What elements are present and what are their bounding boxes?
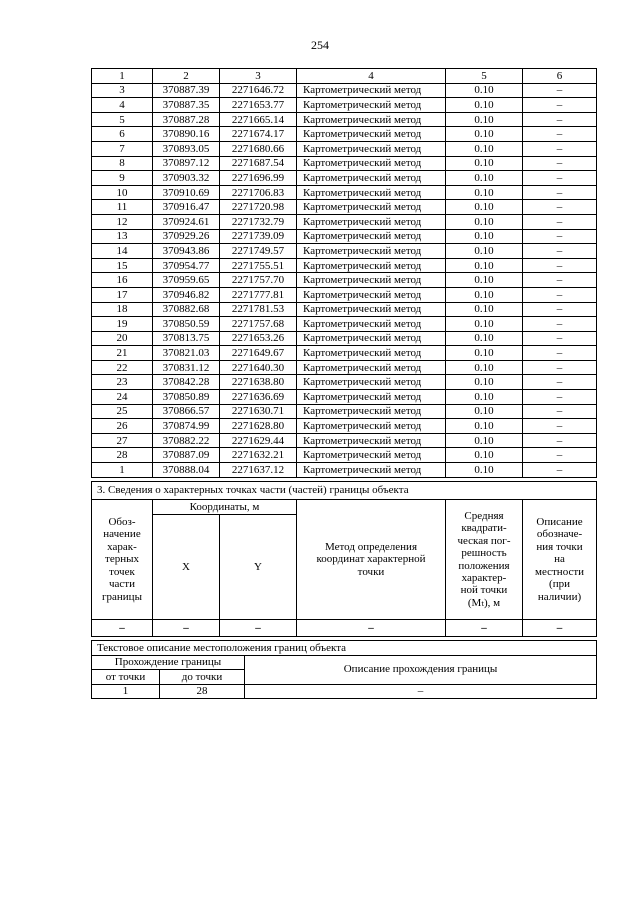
table-cell: 370954.77	[153, 258, 220, 273]
empty-cell: –	[153, 620, 220, 637]
table-cell: Картометрический метод	[297, 83, 446, 98]
table-row	[92, 684, 597, 699]
table-cell: 0.10	[446, 317, 523, 332]
table-row	[92, 346, 597, 361]
table-row	[92, 229, 597, 244]
empty-cell: –	[523, 620, 597, 637]
table-cell: 14	[92, 244, 153, 259]
table-cell: Картометрический метод	[297, 273, 446, 288]
col-designation-header: Обоз- начение харак- терных точек части границы	[92, 500, 153, 620]
table-cell: Картометрический метод	[297, 346, 446, 361]
table-cell: Картометрический метод	[297, 390, 446, 405]
table-row	[92, 390, 597, 405]
table-cell: 370850.89	[153, 390, 220, 405]
table-cell: –	[523, 185, 597, 200]
table-cell: 18	[92, 302, 153, 317]
table-cell: Картометрический метод	[297, 98, 446, 113]
table-cell: 26	[92, 419, 153, 434]
table-cell: 2271649.67	[220, 346, 297, 361]
table-cell: 2271674.17	[220, 127, 297, 142]
col-method-header: Метод определения координат характерной точки	[297, 500, 446, 620]
table-row	[92, 463, 597, 478]
table-cell: 2271638.80	[220, 375, 297, 390]
table-cell: 2271732.79	[220, 214, 297, 229]
table-cell: 15	[92, 258, 153, 273]
table-cell: 0.10	[446, 98, 523, 113]
table-cell: 0.10	[446, 185, 523, 200]
empty-cell: –	[92, 620, 153, 637]
table-row	[92, 141, 597, 156]
empty-cell: –	[446, 620, 523, 637]
table-cell: Картометрический метод	[297, 127, 446, 142]
table-cell: 7	[92, 141, 153, 156]
table-row	[92, 156, 597, 171]
table-cell: 0.10	[446, 273, 523, 288]
table-cell: 370903.32	[153, 171, 220, 186]
table-cell: 23	[92, 375, 153, 390]
table-cell: 25	[92, 404, 153, 419]
table-header-row	[92, 69, 597, 84]
table-cell: 370831.12	[153, 360, 220, 375]
table-cell: 2271706.83	[220, 185, 297, 200]
table-cell: Картометрический метод	[297, 258, 446, 273]
table-cell: 0.10	[446, 346, 523, 361]
table-cell: Картометрический метод	[297, 433, 446, 448]
table-row	[92, 375, 597, 390]
table-cell: 0.10	[446, 229, 523, 244]
table-cell: Картометрический метод	[297, 360, 446, 375]
table-row	[92, 448, 597, 463]
table-cell: Картометрический метод	[297, 200, 446, 215]
table-cell: 16	[92, 273, 153, 288]
table-cell: –	[523, 433, 597, 448]
table-cell: 1	[92, 463, 153, 478]
table-row	[92, 287, 597, 302]
table-cell: 0.10	[446, 244, 523, 259]
section3-table	[91, 481, 597, 637]
table-cell: 2271777.81	[220, 287, 297, 302]
table-cell: 2271720.98	[220, 200, 297, 215]
table-cell: 0.10	[446, 83, 523, 98]
table-cell: Картометрический метод	[297, 302, 446, 317]
table-row	[92, 185, 597, 200]
table-row	[92, 404, 597, 419]
table-cell: 13	[92, 229, 153, 244]
table-row	[92, 331, 597, 346]
table-cell: –	[523, 214, 597, 229]
table-cell: –	[523, 83, 597, 98]
table-cell: 2271640.30	[220, 360, 297, 375]
table-cell: –	[523, 156, 597, 171]
coordinates-table	[91, 68, 597, 478]
table-cell: –	[523, 360, 597, 375]
table-row	[92, 98, 597, 113]
table-cell: 0.10	[446, 287, 523, 302]
table-cell: Картометрический метод	[297, 287, 446, 302]
table-row	[92, 317, 597, 332]
table-cell: 17	[92, 287, 153, 302]
col-description-header: Описание обозначе- ния точки на местности (при наличии)	[523, 500, 597, 620]
table-cell: 370959.65	[153, 273, 220, 288]
table-cell: 2271755.51	[220, 258, 297, 273]
text-description-title: Текстовое описание местоположения границ объекта	[92, 641, 597, 656]
table-cell: 0.10	[446, 171, 523, 186]
table-cell: Картометрический метод	[297, 419, 446, 434]
to-point-header: до точки	[160, 670, 245, 685]
table-cell: –	[523, 317, 597, 332]
column-header: 3	[220, 69, 297, 84]
table-cell: –	[523, 404, 597, 419]
table-cell: 0.10	[446, 127, 523, 142]
passage-description-cell: –	[245, 684, 597, 699]
column-header: 1	[92, 69, 153, 84]
col-x-header: X	[153, 515, 220, 620]
column-header: 4	[297, 69, 446, 84]
empty-cell: –	[297, 620, 446, 637]
table-cell: 0.10	[446, 360, 523, 375]
passage-description-header: Описание прохождения границы	[245, 655, 597, 684]
table-cell: 370890.16	[153, 127, 220, 142]
table-cell: 2271687.54	[220, 156, 297, 171]
table-cell: 0.10	[446, 141, 523, 156]
table-cell: 20	[92, 331, 153, 346]
column-header: 5	[446, 69, 523, 84]
table-row	[92, 171, 597, 186]
table-cell: 2271646.72	[220, 83, 297, 98]
table-cell: –	[523, 331, 597, 346]
table-cell: 370887.35	[153, 98, 220, 113]
table-cell: 370897.12	[153, 156, 220, 171]
table-cell: –	[523, 171, 597, 186]
table-cell: Картометрический метод	[297, 331, 446, 346]
table-cell: Картометрический метод	[297, 448, 446, 463]
table-row	[92, 244, 597, 259]
table-cell: –	[523, 98, 597, 113]
table-cell: –	[523, 273, 597, 288]
table-cell: 0.10	[446, 112, 523, 127]
table-cell: Картометрический метод	[297, 229, 446, 244]
table-cell: Картометрический метод	[297, 404, 446, 419]
table-row	[92, 433, 597, 448]
table-cell: 0.10	[446, 214, 523, 229]
table-cell: –	[523, 141, 597, 156]
table-cell: 8	[92, 156, 153, 171]
table-cell: 3	[92, 83, 153, 98]
table-cell: 19	[92, 317, 153, 332]
table-cell: 0.10	[446, 258, 523, 273]
section3-title: 3. Сведения о характерных точках части (частей) границы объекта	[92, 482, 597, 500]
table-cell: –	[523, 390, 597, 405]
table-cell: 9	[92, 171, 153, 186]
table-cell: 2271739.09	[220, 229, 297, 244]
table-cell: 21	[92, 346, 153, 361]
column-header: 2	[153, 69, 220, 84]
table-cell: –	[523, 244, 597, 259]
table-cell: Картометрический метод	[297, 463, 446, 478]
table-cell: 0.10	[446, 390, 523, 405]
table-cell: 2271680.66	[220, 141, 297, 156]
table-row	[92, 273, 597, 288]
table-cell: 2271749.57	[220, 244, 297, 259]
table-cell: 5	[92, 112, 153, 127]
table-cell: 10	[92, 185, 153, 200]
table-cell: 28	[92, 448, 153, 463]
to-point-cell: 28	[160, 684, 245, 699]
table-cell: 0.10	[446, 200, 523, 215]
table-cell: 0.10	[446, 375, 523, 390]
table-cell: Картометрический метод	[297, 244, 446, 259]
table-row	[92, 83, 597, 98]
table-cell: 370850.59	[153, 317, 220, 332]
table-cell: 2271757.68	[220, 317, 297, 332]
table-cell: Картометрический метод	[297, 112, 446, 127]
column-header: 6	[523, 69, 597, 84]
col-y-header: Y	[220, 515, 297, 620]
table-cell: 27	[92, 433, 153, 448]
table-cell: Картометрический метод	[297, 214, 446, 229]
from-point-header: от точки	[92, 670, 160, 685]
col-error-header: Средняя квадрати- ческая пог- решность положения характер- ной точки (Mₜ), м	[446, 500, 523, 620]
table-cell: –	[523, 346, 597, 361]
table-cell: 22	[92, 360, 153, 375]
table-cell: 370916.47	[153, 200, 220, 215]
table-cell: Картометрический метод	[297, 185, 446, 200]
table-row	[92, 214, 597, 229]
col-coordinates-header: Координаты, м	[153, 500, 297, 515]
table-cell: 2271636.69	[220, 390, 297, 405]
table-cell: 370888.04	[153, 463, 220, 478]
table-cell: 2271629.44	[220, 433, 297, 448]
table-cell: –	[523, 200, 597, 215]
table-cell: Картометрический метод	[297, 156, 446, 171]
table-cell: 11	[92, 200, 153, 215]
table-cell: –	[523, 112, 597, 127]
table-cell: 6	[92, 127, 153, 142]
table-cell: 370866.57	[153, 404, 220, 419]
page-number: 254	[311, 38, 329, 52]
table-cell: 0.10	[446, 156, 523, 171]
table-cell: 0.10	[446, 433, 523, 448]
table-cell: –	[523, 448, 597, 463]
table-cell: 2271637.12	[220, 463, 297, 478]
table-row	[92, 112, 597, 127]
table-cell: 2271630.71	[220, 404, 297, 419]
table-cell: –	[523, 419, 597, 434]
table-row	[92, 620, 597, 637]
table-cell: 0.10	[446, 463, 523, 478]
table-row	[92, 302, 597, 317]
table-row	[92, 258, 597, 273]
table-cell: 2271665.14	[220, 112, 297, 127]
table-cell: 370882.22	[153, 433, 220, 448]
table-cell: 2271628.80	[220, 419, 297, 434]
table-cell: 4	[92, 98, 153, 113]
table-cell: Картометрический метод	[297, 375, 446, 390]
table-cell: 2271653.26	[220, 331, 297, 346]
table-cell: 2271696.99	[220, 171, 297, 186]
table-cell: 370929.26	[153, 229, 220, 244]
table-cell: –	[523, 287, 597, 302]
table-cell: 370910.69	[153, 185, 220, 200]
table-cell: –	[523, 463, 597, 478]
table-cell: 370924.61	[153, 214, 220, 229]
table-cell: –	[523, 375, 597, 390]
table-cell: 2271653.77	[220, 98, 297, 113]
table-cell: 370887.28	[153, 112, 220, 127]
table-cell: 0.10	[446, 448, 523, 463]
table-cell: 370893.05	[153, 141, 220, 156]
table-row	[92, 419, 597, 434]
table-cell: 2271757.70	[220, 273, 297, 288]
table-row	[92, 200, 597, 215]
table-cell: 0.10	[446, 419, 523, 434]
table-cell: 2271781.53	[220, 302, 297, 317]
table-cell: 370943.86	[153, 244, 220, 259]
table-cell: 370842.28	[153, 375, 220, 390]
text-description-table	[91, 640, 597, 699]
passage-header: Прохождение границы	[92, 655, 245, 670]
empty-cell: –	[220, 620, 297, 637]
table-cell: 370882.68	[153, 302, 220, 317]
table-cell: 370887.39	[153, 83, 220, 98]
table-cell: 12	[92, 214, 153, 229]
table-cell: 370874.99	[153, 419, 220, 434]
table-cell: 24	[92, 390, 153, 405]
from-point-cell: 1	[92, 684, 160, 699]
table-cell: –	[523, 229, 597, 244]
table-cell: 370821.03	[153, 346, 220, 361]
table-cell: –	[523, 127, 597, 142]
table-cell: Картометрический метод	[297, 141, 446, 156]
table-cell: Картометрический метод	[297, 171, 446, 186]
table-cell: 0.10	[446, 302, 523, 317]
table-cell: 370813.75	[153, 331, 220, 346]
table-cell: Картометрический метод	[297, 317, 446, 332]
table-cell: 0.10	[446, 331, 523, 346]
table-cell: –	[523, 302, 597, 317]
table-row	[92, 127, 597, 142]
table-cell: 2271632.21	[220, 448, 297, 463]
table-cell: 370887.09	[153, 448, 220, 463]
table-row	[92, 360, 597, 375]
table-cell: –	[523, 258, 597, 273]
table-cell: 370946.82	[153, 287, 220, 302]
table-cell: 0.10	[446, 404, 523, 419]
